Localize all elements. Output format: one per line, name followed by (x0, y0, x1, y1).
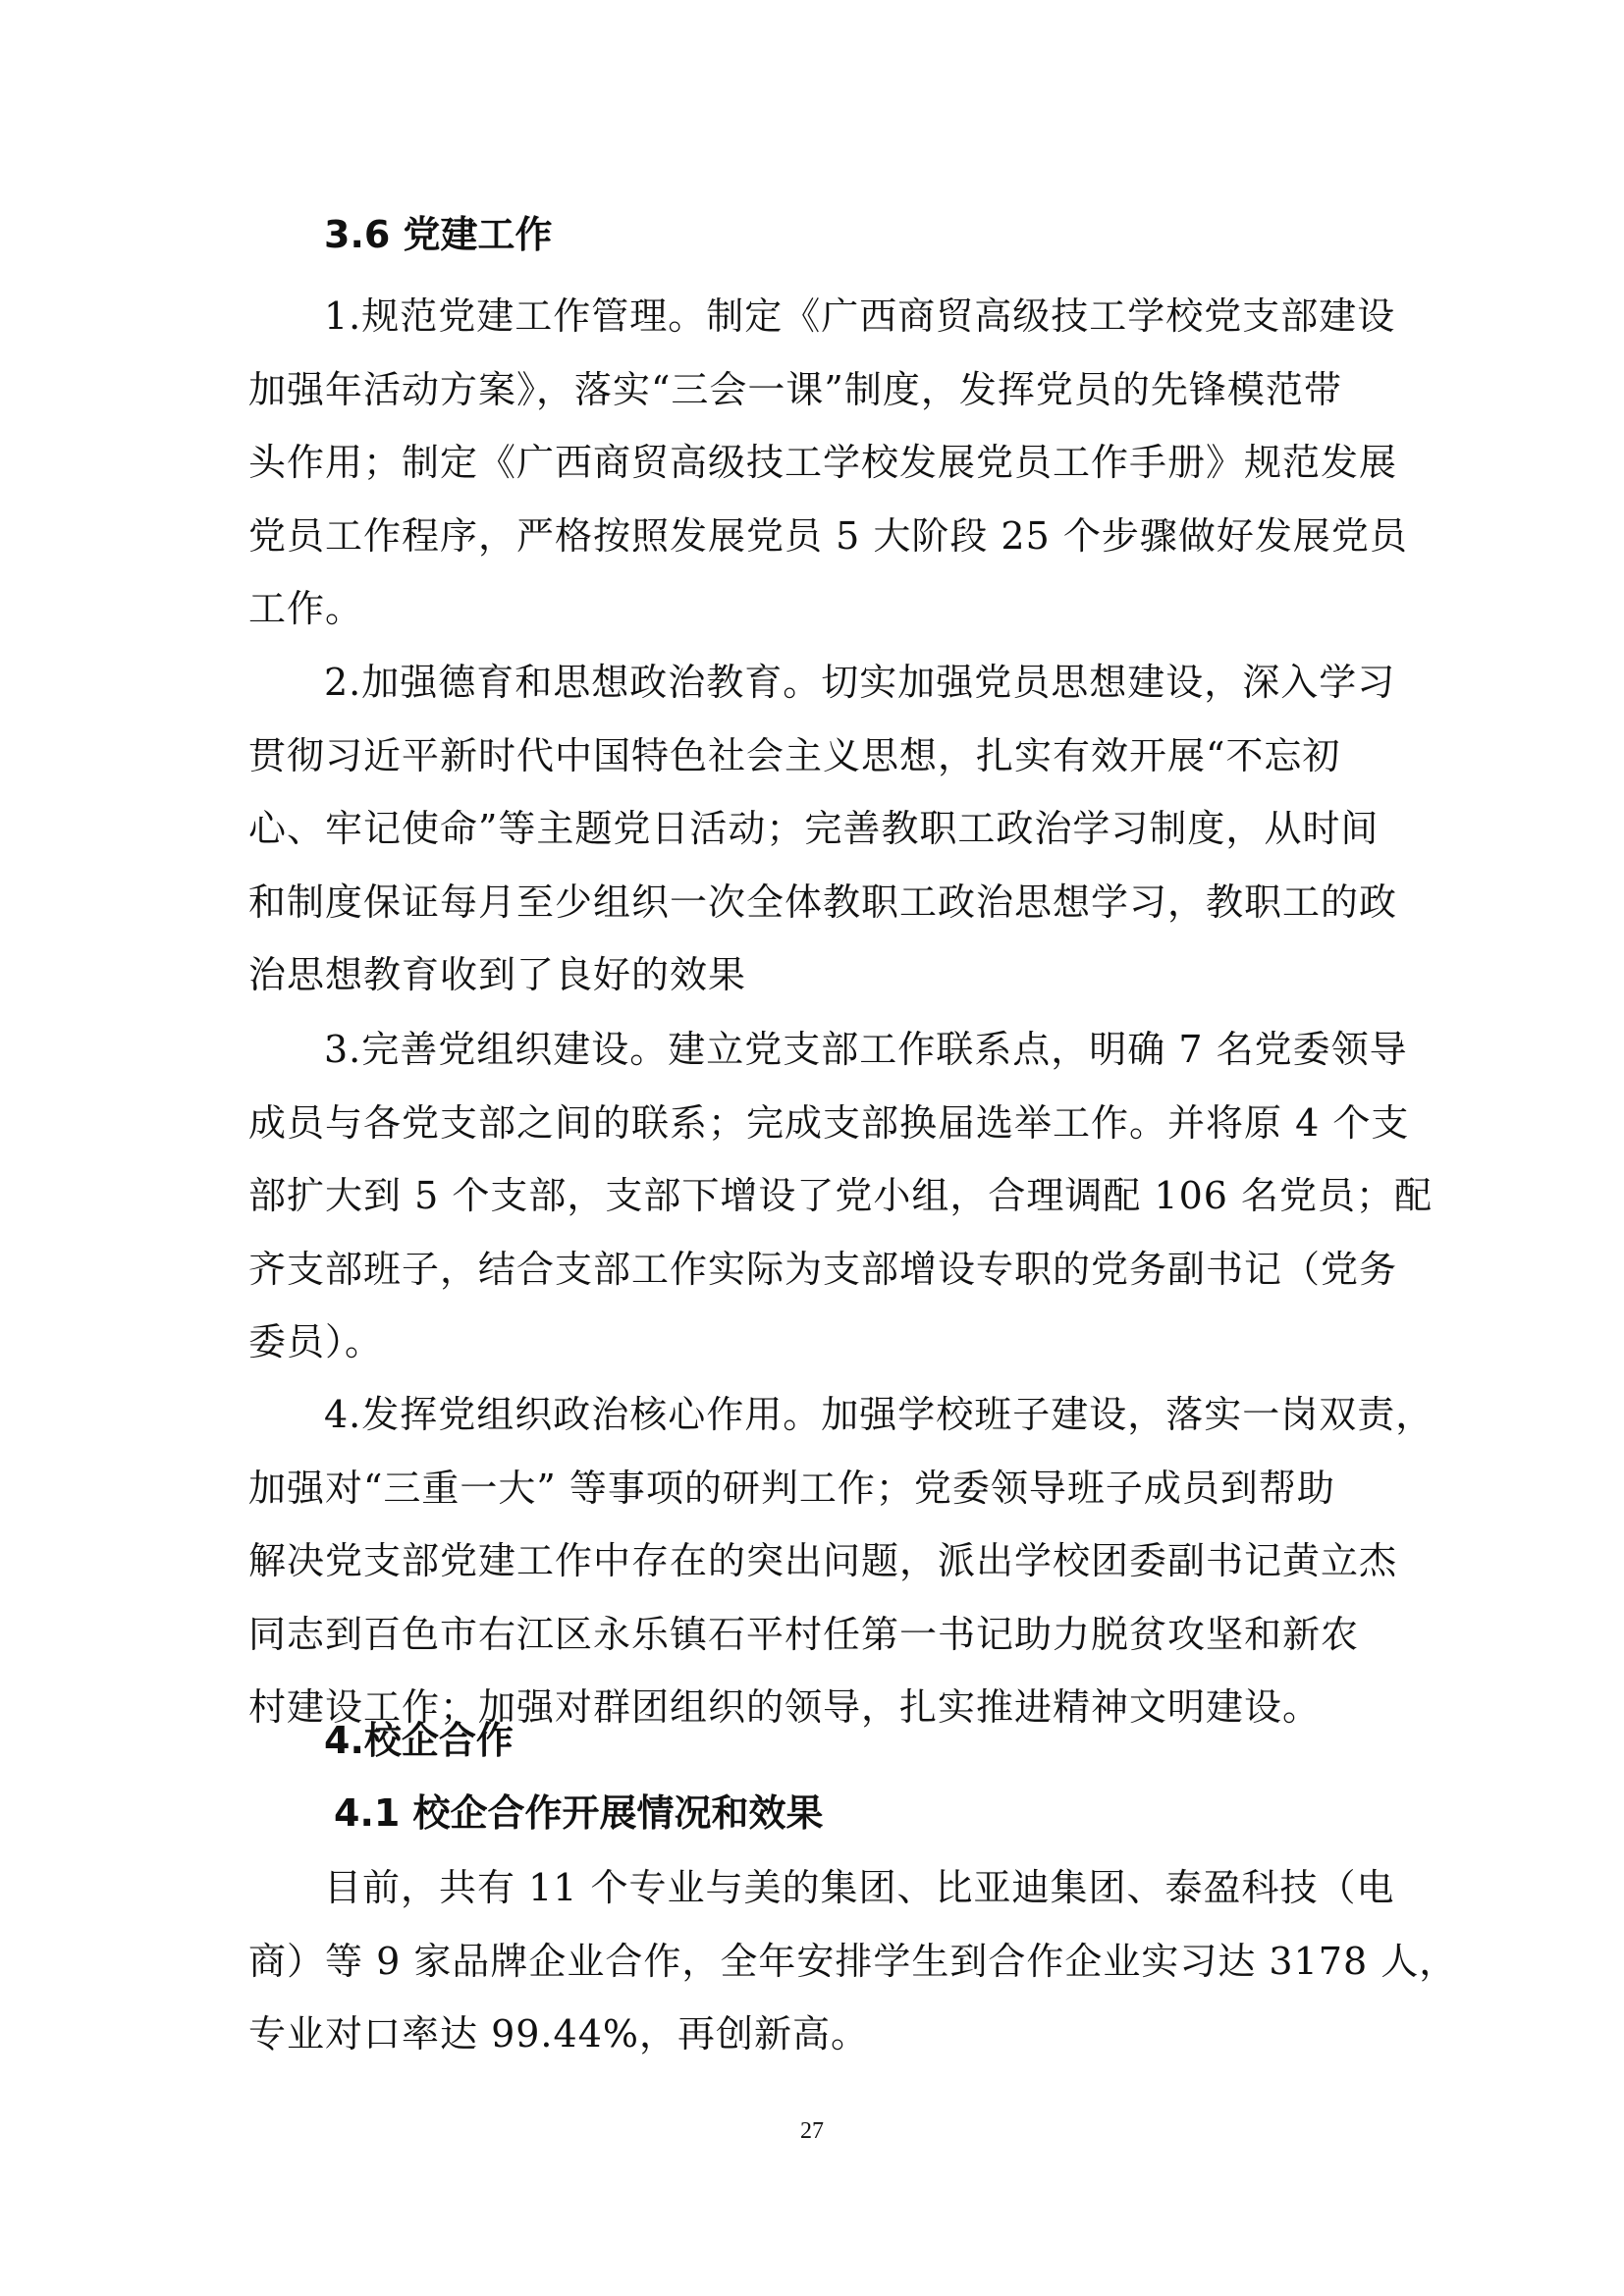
paragraph-line: 目前，共有 11 个专业与美的集团、比亚迪集团、泰盈科技（电 (324, 1866, 1395, 1909)
paragraph-line: 同志到百色市右江区永乐镇石平村任第一书记助力脱贫攻坚和新农 (248, 1612, 1360, 1656)
party-building-item-1 (248, 280, 1408, 646)
paragraph-line: 商）等 9 家品牌企业合作，全年安排学生到合作企业实习达 3178 人， (248, 1939, 1458, 1983)
paragraph-line: 心、牢记使命”等主题党日活动；完善教职工政治学习制度，从时间 (248, 807, 1380, 850)
paragraph-line: 齐支部班子，结合支部工作实际为支部增设专职的党务副书记（党务 (248, 1247, 1398, 1291)
paragraph-line: 贯彻习近平新时代中国特色社会主义思想，扎实有效开展“不忘初 (248, 733, 1341, 777)
paragraph-line: 村建设工作；加强对群团组织的领导，扎实推进精神文明建设。 (248, 1685, 1322, 1729)
paragraph-line: 解决党支部党建工作中存在的突出问题，派出学校团委副书记黄立杰 (248, 1539, 1398, 1582)
page-number: 27 (800, 2118, 824, 2144)
party-building-item-3 (248, 1013, 1434, 1379)
paragraph-line: 工作。 (248, 587, 364, 630)
paragraph-line: 成员与各党支部之间的联系；完成支部换届选举工作。并将原 4 个支 (248, 1100, 1410, 1145)
paragraph-line: 治思想教育收到了良好的效果 (248, 953, 747, 996)
party-building-item-2 (248, 646, 1398, 1012)
paragraph-line: 头作用；制定《广西商贸高级技工学校发展党员工作手册》规范发展 (248, 441, 1398, 484)
paragraph-line: 4.发挥党组织政治核心作用。加强学校班子建设，落实一岗双责， (324, 1393, 1435, 1436)
paragraph-line: 党员工作程序，严格按照发展党员 5 大阶段 25 个步骤做好发展党员 (248, 513, 1408, 558)
paragraph-line: 委员）。 (248, 1320, 384, 1363)
school-enterprise-paragraph (248, 1851, 1458, 2071)
paragraph-line: 加强年活动方案》，落实“三会一课”制度，发挥党员的先锋模范带 (248, 367, 1342, 411)
paragraph-line: 1.规范党建工作管理。制定《广西商贸高级技工学校党支部建设 (324, 294, 1396, 338)
paragraph-line: 专业对口率达 99.44%，再创新高。 (248, 2012, 869, 2056)
section-3-6-heading: 3.6 党建工作 (324, 213, 553, 256)
paragraph-line: 和制度保证每月至少组织一次全体教职工政治思想学习，教职工的政 (248, 880, 1398, 924)
paragraph-line: 部扩大到 5 个支部，支部下增设了党小组，合理调配 106 名党员；配 (248, 1174, 1434, 1217)
paragraph-line: 3.完善党组织建设。建立党支部工作联系点，明确 7 名党委领导 (324, 1028, 1408, 1071)
paragraph-line: 加强对“三重一大” 等事项的研判工作；党委领导班子成员到帮助 (248, 1466, 1335, 1510)
party-building-item-4 (248, 1378, 1435, 1744)
section-4-heading: 4.校企合作 (324, 1719, 514, 1762)
paragraph-line: 2.加强德育和思想政治教育。切实加强党员思想建设，深入学习 (324, 661, 1396, 704)
section-4-1-heading: 4.1 校企合作开展情况和效果 (334, 1791, 824, 1835)
